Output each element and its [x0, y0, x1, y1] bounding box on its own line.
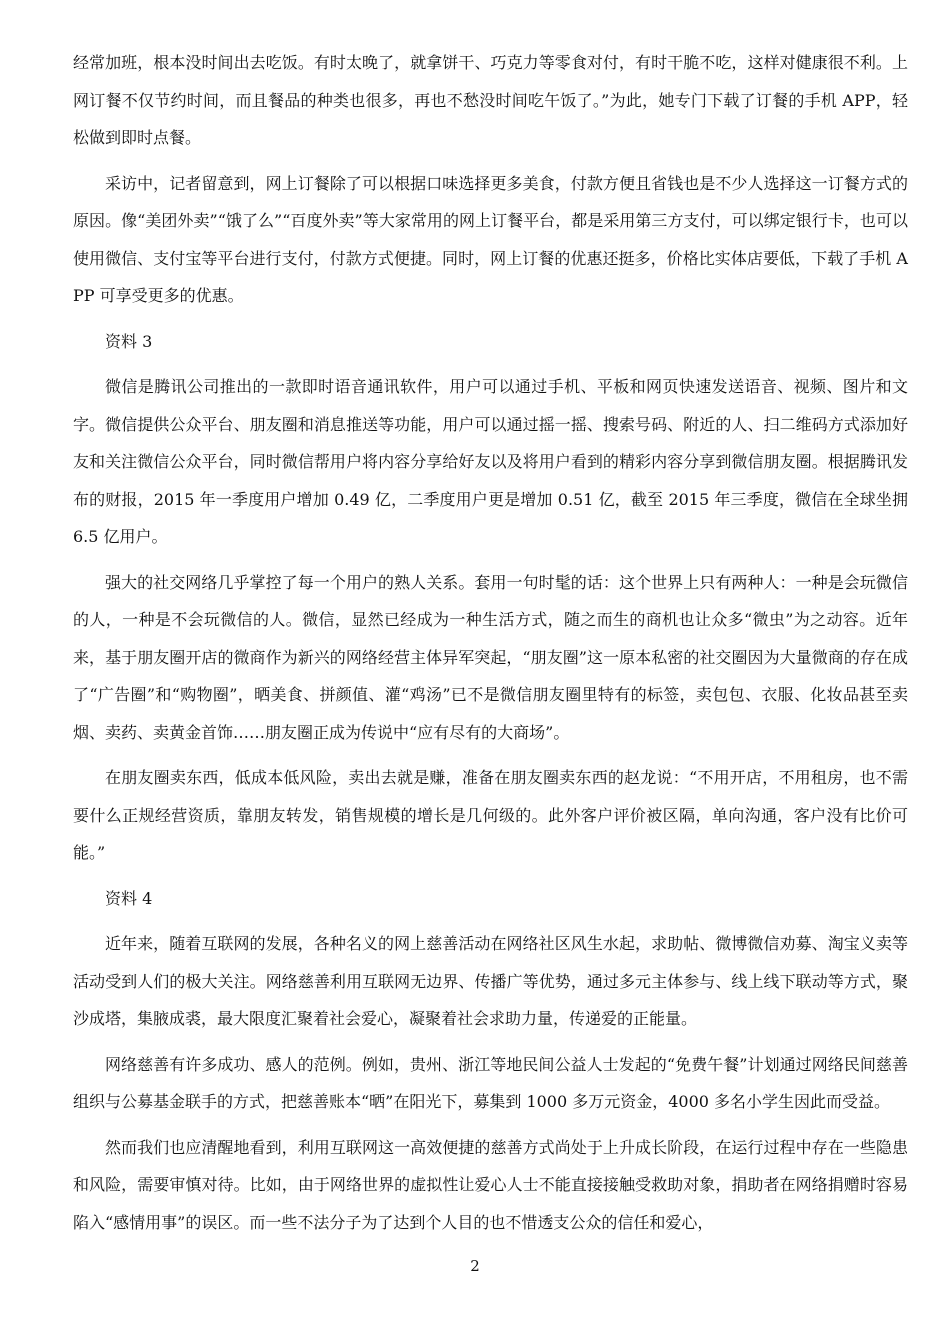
- paragraph-social-network: 强大的社交网络几乎掌控了每一个用户的熟人关系。套用一句时髦的话：这个世界上只有两种人：一种是会玩微信的人，一种是不会玩微信的人。微信，显然已经成为一种生活方式，随之而生的商机也让众多“微虫”为之动容。近年来，基于朋友圈开店的微商作为新兴的网络经营主体异军突起，“朋友圈”这一原本私密的社交圈因为大量微商的存在成了“广告圈”和“购物圈”，晒美食、拼颜值、灌“鸡汤”已不是微信朋友圈里特有的标签，卖包包、衣服、化妆品甚至卖烟、卖药、卖黄金首饰……朋友圈正成为传说中“应有尽有的大商场”。: [73, 572, 908, 742]
- paragraph-online-ordering-payment: 采访中，记者留意到，网上订餐除了可以根据口味选择更多美食，付款方便且省钱也是不少人选择这一订餐方式的原因。像“美团外卖”“饿了么”“百度外卖”等大家常用的网上订餐平台，都是采用第三方支付，可以绑定银行卡，也可以使用微信、支付宝等平台进行支付，付款方式便捷。同时，网上订餐的优惠还挺多，价格比实体店要低，下载了手机 APP 可享受更多的优惠。: [73, 173, 908, 305]
- section-label-material-3: 资料 3: [105, 331, 153, 351]
- paragraph-wechat-intro: 微信是腾讯公司推出的一款即时语音通讯软件，用户可以通过手机、平板和网页快速发送语音、视频、图片和文字。微信提供公众平台、朋友圈和消息推送等功能，用户可以通过摇一摇、搜索号码、附近的人、扫二维码方式添加好友和关注微信公众平台，同时微信帮用户将内容分享给好友以及将用户看到的精彩内容分享到微信朋友圈。根据腾讯发布的财报，2015 年一季度用户增加 0.49 亿，二季度用户更是增加 0.51 亿，截至 2015 年三季度，微信在全球坐拥 6.5 亿用户。: [73, 377, 908, 546]
- document-body: [73, 44, 908, 1249]
- paragraph-online-charity: 近年来，随着互联网的发展，各种名义的网上慈善活动在网络社区风生水起，求助帖、微博微信劝募、淘宝义卖等活动受到人们的极大关注。网络慈善利用互联网无边界、传播广等优势，通过多元主体参与、线上线下联动等方式，聚沙成塔，集腋成裘，最大限度汇聚着社会爱心，凝聚着社会求助力量，传递爱的正能量。: [73, 934, 908, 1028]
- paragraph-selling-in-moments: 在朋友圈卖东西，低成本低风险，卖出去就是赚，准备在朋友圈卖东西的赵龙说：“不用开店，不用租房，也不需要什么正规经营资质，靠朋友转发，销售规模的增长是几何级的。此外客户评价被区隔，单向沟通，客户没有比价可能。”: [73, 768, 908, 862]
- section-label-material-4: 资料 4: [105, 888, 153, 908]
- paragraph-charity-risks: 然而我们也应清醒地看到，利用互联网这一高效便捷的慈善方式尚处于上升成长阶段，在运行过程中存在一些隐患和风险，需要审慎对待。比如，由于网络世界的虚拟性让爱心人士不能直接接触受救助对象，捐助者在网络捐赠时容易陷入“感情用事”的误区。而一些不法分子为了达到个人目的也不惜透支公众的信任和爱心，: [73, 1137, 908, 1232]
- paragraph-continued: 经常加班，根本没时间出去吃饭。有时太晚了，就拿饼干、巧克力等零食对付，有时干脆不吃，这样对健康很不利。上网订餐不仅节约时间，而且餐品的种类也很多，再也不愁没时间吃午饭了。”为此，她专门下载了订餐的手机 APP，轻松做到即时点餐。: [73, 53, 908, 147]
- paragraph-charity-examples: 网络慈善有许多成功、感人的范例。例如，贵州、浙江等地民间公益人士发起的“免费午餐”计划通过网络民间慈善组织与公募基金联手的方式，把慈善账本“晒”在阳光下，募集到 1000 多万元资金，4000 多名小学生因此而受益。: [73, 1054, 908, 1111]
- page-number: 2: [470, 1257, 480, 1275]
